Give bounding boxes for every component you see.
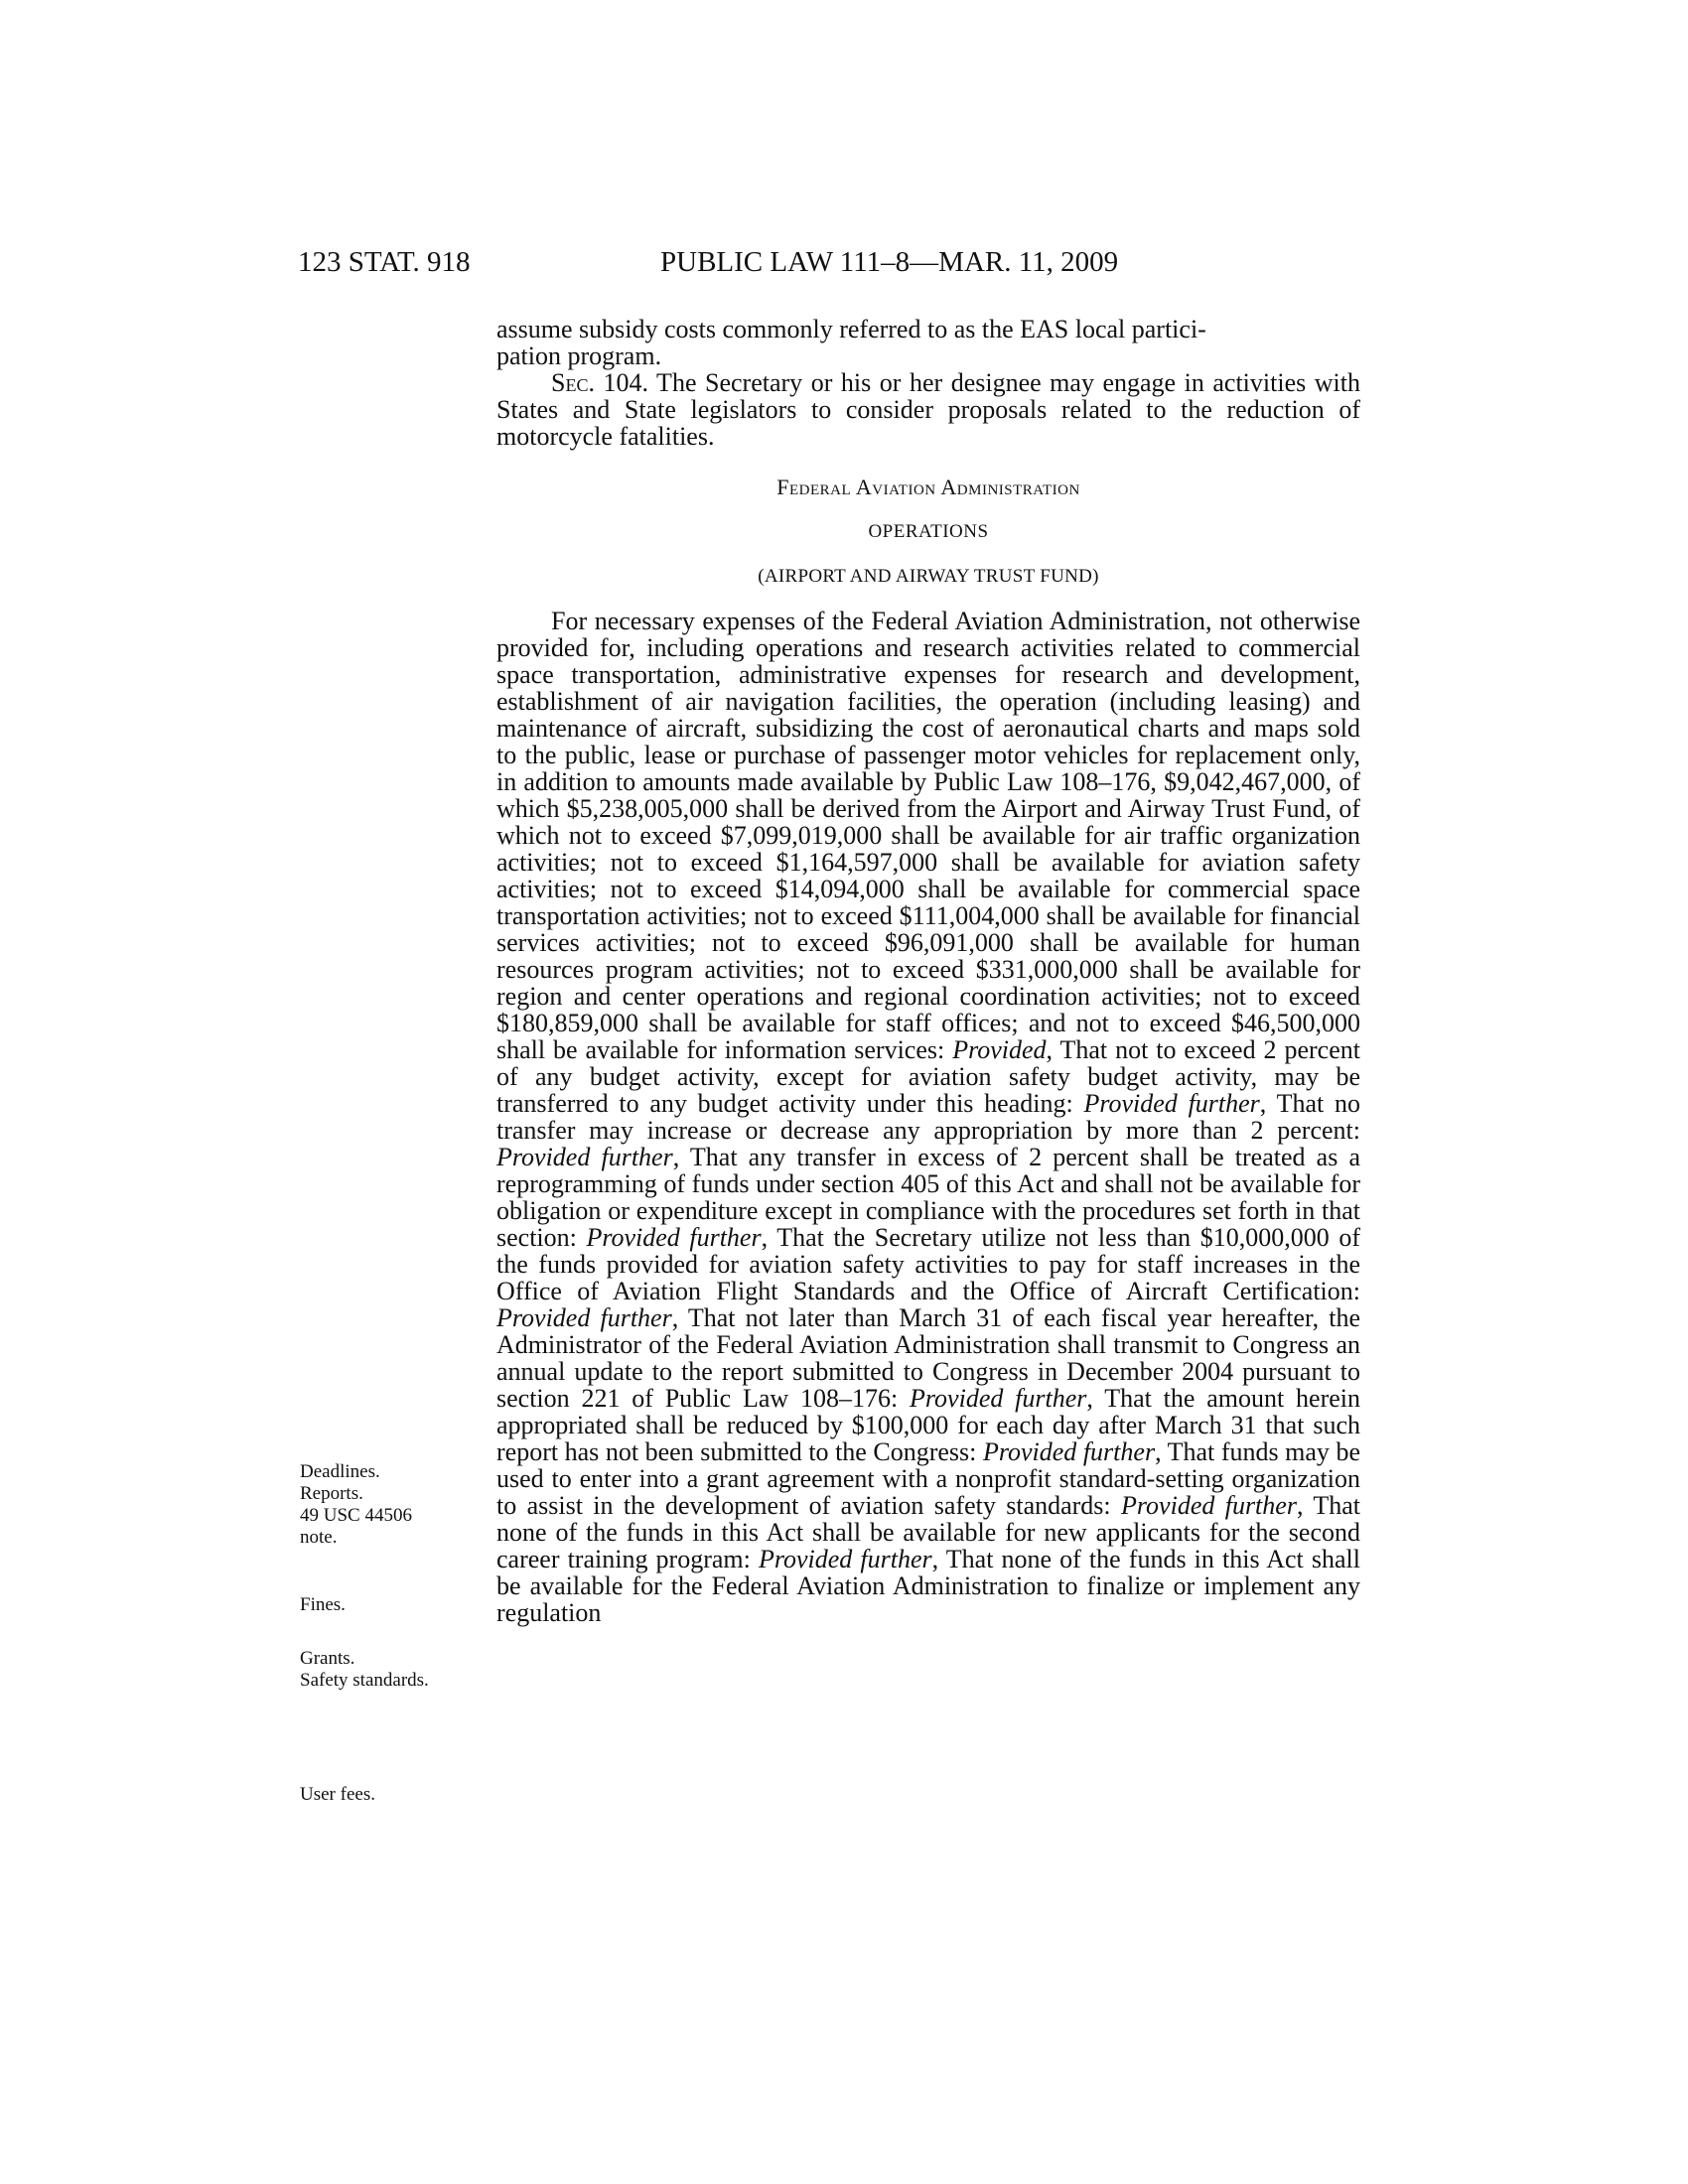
text-segment: , That the Secretary utilize not less than $10,000,000 of the funds provided for aviation safety activities to pay for staff increases in the Office of Aviation Flight Standards and the Office of Aircraft Certification:	[496, 1223, 1360, 1305]
margin-note-deadlines	[300, 1461, 479, 1549]
section-label: Sec.	[551, 368, 595, 397]
margin-note-line: note.	[300, 1527, 338, 1548]
text-segment: , That not later than March 31 of each fiscal year hereafter, the Administrator of the Federal Aviation Administration shall transmit to Congress an annual update to the report submitted to Congress in December 2004 pursuant to section 221 of Public Law 108–176:	[496, 1303, 1360, 1413]
intro-line-1: assume subsidy costs commonly referred to as the EAS local partici-	[496, 315, 1206, 343]
margin-note-line: Deadlines.	[300, 1461, 380, 1482]
text-segment: , That the amount herein appropriated shall be reduced by $100,000 for each day after March 31 that such report has not been submitted to the Congress:	[496, 1384, 1361, 1466]
proviso-italic: Provided further	[1083, 1089, 1260, 1118]
section-104-text: 104. The Secretary or his or her designee may engage in activities with States and State legislators to consider proposals related to the reduction of motorcycle fatalities.	[496, 368, 1360, 451]
fund-heading: (AIRPORT AND AIRWAY TRUST FUND)	[758, 566, 1099, 587]
margin-note-line: Fines.	[300, 1594, 346, 1615]
proviso-italic: Provided further	[1121, 1491, 1297, 1520]
proviso-italic: Provided further	[982, 1437, 1156, 1466]
margin-note-fines	[300, 1594, 479, 1616]
text-segment: , That not to exceed 2 percent of any budget activity, except for aviation safety budget activity, may be transferred to any budget activity under this heading:	[496, 1035, 1360, 1118]
page-header	[298, 246, 1378, 286]
proviso-italic: Provided further	[496, 1303, 672, 1332]
section-104	[496, 369, 1360, 450]
agency-heading: Federal Aviation Administration	[776, 475, 1080, 499]
appropriation-paragraph	[496, 608, 1360, 1626]
proviso-italic: Provided further	[758, 1545, 932, 1573]
public-law-citation: PUBLIC LAW 111–8—MAR. 11, 2009	[660, 246, 1119, 278]
margin-note-line: 49 USC 44506	[300, 1505, 412, 1526]
account-heading: OPERATIONS	[868, 521, 989, 542]
proviso-italic: Provided further	[496, 1143, 673, 1171]
margin-note-user-fees	[300, 1784, 479, 1806]
statute-page-number: 123 STAT. 918	[298, 246, 471, 278]
proviso-italic: Provided	[952, 1035, 1047, 1064]
text-segment: , That funds may be used to enter into a grant agreement with a nonprofit standard-setting organization to assist in the development of aviation safety standards:	[496, 1437, 1360, 1520]
margin-note-line: User fees.	[300, 1784, 375, 1805]
intro-continuation	[496, 316, 1360, 369]
margin-note-line: Grants.	[300, 1648, 355, 1669]
text-segment: , That no transfer may increase or decrease any appropriation by more than 2 percent:	[496, 1089, 1360, 1145]
text-segment: , That none of the funds in this Act shall be available for new applicants for the second career training program:	[496, 1491, 1360, 1573]
proviso-italic: Provided further	[910, 1384, 1087, 1413]
text-segment: , That any transfer in excess of 2 percent shall be treated as a reprogramming of funds under section 405 of this Act and shall not be available for obligation or expenditure except in compliance with the procedures set forth in that section:	[496, 1143, 1361, 1252]
margin-note-line: Reports.	[300, 1483, 363, 1504]
text-segment: , That none of the funds in this Act shall be available for the Federal Aviation Administration to finalize or implement any regulation	[496, 1545, 1360, 1627]
text-segment: For necessary expenses of the Federal Aviation Administration, not otherwise provided for, including operations and research activities related to commercial space transportation, administrative expenses for research and development, establishment of air navigation facilities, the operation (including leasing) and maintenance of aircraft, subsidizing the cost of aeronautical charts and maps sold to the public, lease or purchase of passenger motor vehicles for replacement only, in addition to amounts made available by Public Law 108–176, $9,042,467,000, of which $5,238,005,000 shall be derived from the Airport and Airway Trust Fund, of which not to exceed $7,099,019,000 shall be available for air traffic organization activities; not to exceed $1,164,597,000 shall be available for aviation safety activities; not to exceed $14,094,000 shall be available for commercial space transportation activities; not to exceed $111,004,000 shall be available for financial services activities; not to exceed $96,091,000 shall be available for human resources program activities; not to exceed $331,000,000 shall be available for region and center operations and regional coordination activities; not to exceed $180,859,000 shall be available for staff offices; and not to exceed $46,500,000 shall be available for information services:	[496, 607, 1360, 1064]
margin-note-line: Safety standards.	[300, 1670, 429, 1691]
margin-note-grants	[300, 1648, 479, 1692]
intro-line-2: pation program.	[496, 341, 662, 370]
body-text-column	[496, 316, 1360, 1626]
proviso-italic: Provided further	[586, 1223, 762, 1252]
